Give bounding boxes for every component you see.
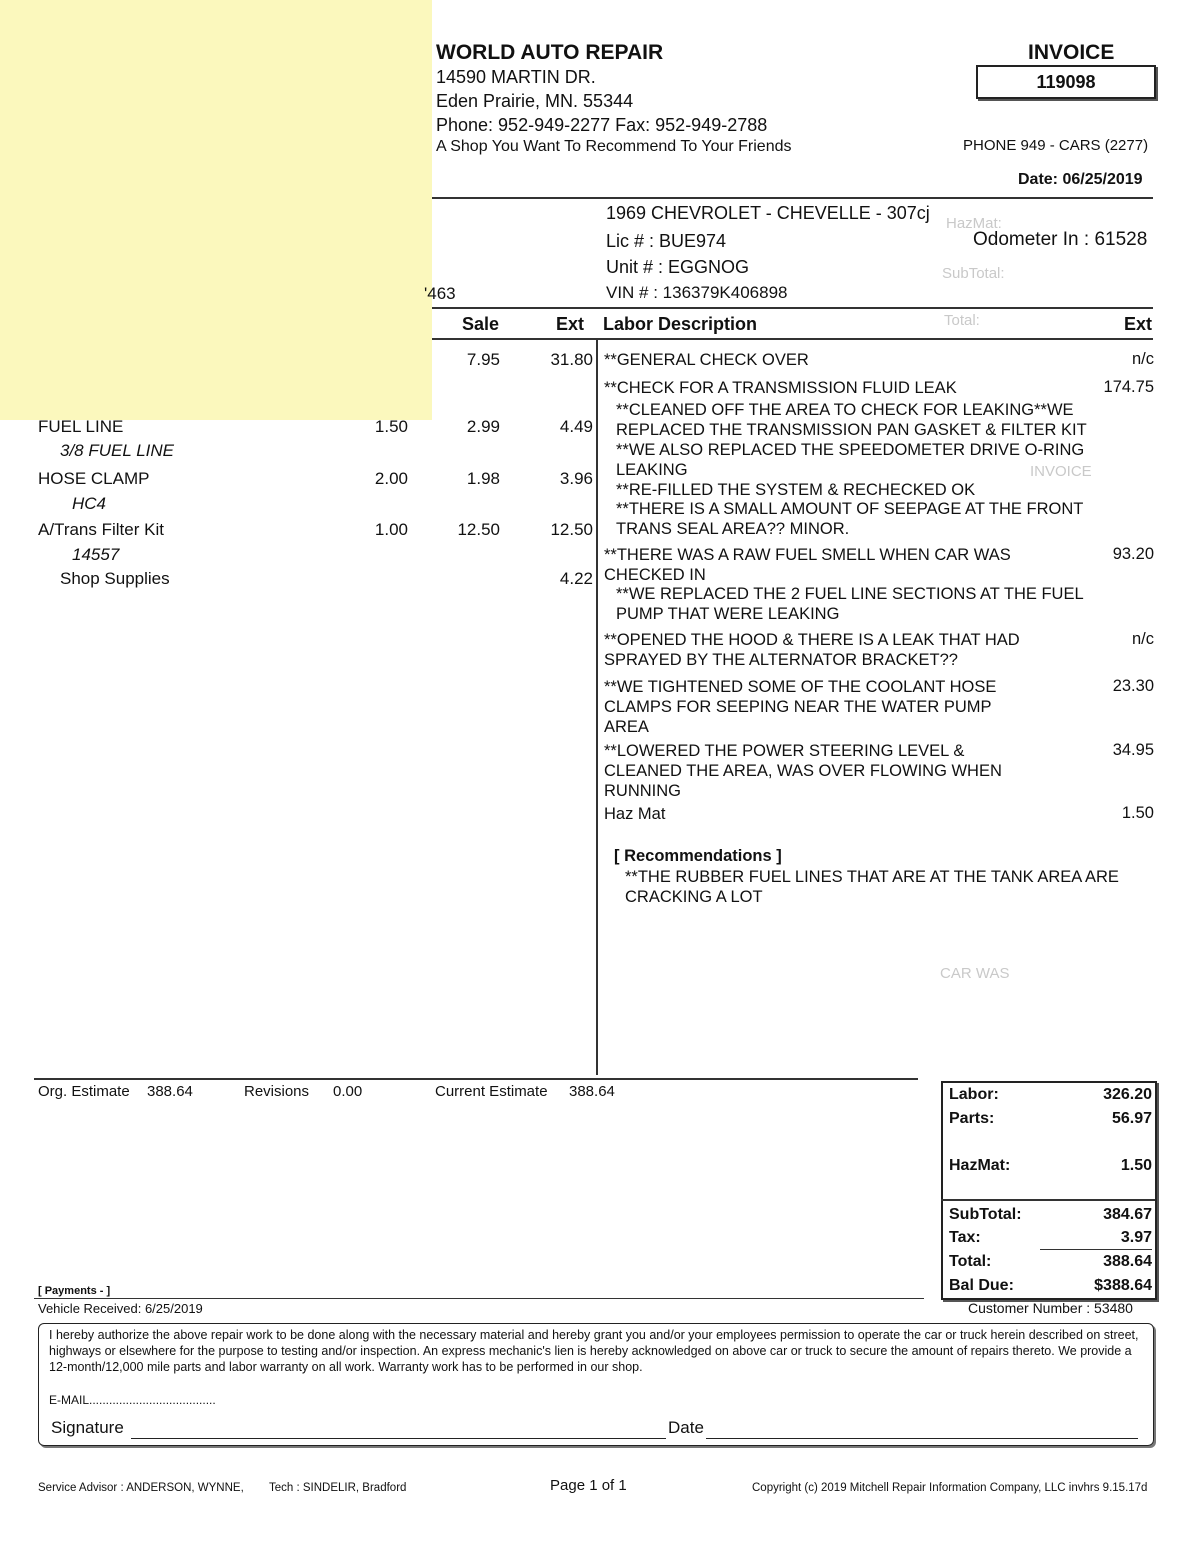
labor-line: **OPENED THE HOOD & THERE IS A LEAK THAT HAD SPRAYED BY THE ALTERNATOR BRACKET?? xyxy=(604,631,1020,669)
labor-line: **RE-FILLED THE SYSTEM & RECHECKED OK xyxy=(616,481,976,499)
ghost-text: SubTotal: xyxy=(942,265,1005,282)
labor-total-value: 326.20 xyxy=(1103,1086,1152,1103)
vehicle-received: Vehicle Received: 6/25/2019 xyxy=(38,1301,203,1316)
shop-city: Eden Prairie, MN. 55344 xyxy=(436,91,634,111)
labor-line: Haz Mat xyxy=(604,805,666,823)
org-estimate-value: 388.64 xyxy=(147,1083,193,1100)
column-divider xyxy=(596,340,598,1075)
part-name: FUEL LINE xyxy=(38,417,124,436)
part-sale: 12.50 xyxy=(457,520,500,539)
balance-due-label: Bal Due: xyxy=(949,1277,1014,1294)
part-number: HC4 xyxy=(72,494,107,513)
parts-total-label: Parts: xyxy=(949,1110,995,1127)
subtotal-value: 384.67 xyxy=(1103,1206,1152,1223)
balance-due-value: $388.64 xyxy=(1094,1277,1152,1294)
labor-amount: 93.20 xyxy=(1112,545,1154,563)
labor-amount: 34.95 xyxy=(1112,741,1154,759)
tax-label: Tax: xyxy=(949,1229,981,1246)
divider xyxy=(34,1078,918,1080)
invoice-phone: PHONE 949 - CARS (2277) xyxy=(963,137,1149,154)
labor-total-label: Labor: xyxy=(949,1086,999,1103)
revisions-value: 0.00 xyxy=(333,1083,363,1100)
labor-line: **WE ALSO REPLACED THE SPEEDOMETER DRIVE O-RING LEAKING xyxy=(616,441,1085,479)
vehicle-lic: Lic # : BUE974 xyxy=(606,231,727,251)
signature-date-label: Date xyxy=(668,1418,704,1437)
vehicle-description: 1969 CHEVROLET - CHEVELLE - 307cj xyxy=(606,203,930,223)
labor-line: **WE REPLACED THE 2 FUEL LINE SECTIONS AT THE FUEL PUMP THAT WERE LEAKING xyxy=(616,585,1084,623)
signature-line xyxy=(131,1438,666,1439)
recommendations-title: [ Recommendations ] xyxy=(614,847,782,865)
odometer: Odometer In : 61528 xyxy=(973,229,1148,250)
part-qty: 1.00 xyxy=(374,520,408,539)
col-labor-ext: Ext xyxy=(1124,314,1153,334)
labor-line: **CHECK FOR A TRANSMISSION FLUID LEAK xyxy=(604,379,957,397)
invoice-number: 119098 xyxy=(976,65,1156,99)
total-label: Total: xyxy=(949,1253,992,1270)
parts-total-value: 56.97 xyxy=(1111,1110,1152,1127)
page-number: Page 1 of 1 xyxy=(550,1477,627,1494)
col-labor-description: Labor Description xyxy=(603,314,758,334)
current-estimate-label: Current Estimate xyxy=(435,1083,548,1100)
part-sale: 1.98 xyxy=(466,469,500,488)
copyright: Copyright (c) 2019 Mitchell Repair Information Company, LLC invhrs 9.15.17d xyxy=(752,1482,1148,1494)
authorization-text: I hereby authorize the above repair work to be done along with the necessary material and hereby grant you and/or your employees permission to operate the car or truck herein described on street, highways or elsewhere for the purpose to testing and/or inspection. An express mechanic's lien is hereby acknowledged on above car or truck to secure the amount of repairs thereto. We provide a 12-month/12,000 mile parts and labor warranty on all work. Warranty work has to be performed in our shop. xyxy=(49,1328,1139,1374)
part-ext: 4.22 xyxy=(559,569,593,588)
shop-phone-fax: Phone: 952-949-2277 Fax: 952-949-2788 xyxy=(436,115,768,135)
shop-slogan: A Shop You Want To Recommend To Your Friends xyxy=(436,138,792,155)
technician: Tech : SINDELIR, Bradford xyxy=(269,1482,407,1494)
part-ext: 3.96 xyxy=(559,469,593,488)
divider xyxy=(432,197,1153,199)
labor-line: **THERE IS A SMALL AMOUNT OF SEEPAGE AT THE FRONT TRANS SEAL AREA?? MINOR. xyxy=(616,500,1084,538)
part-ext: 4.49 xyxy=(559,417,593,436)
part-name: HOSE CLAMP xyxy=(38,469,150,488)
part-sale: 2.99 xyxy=(466,417,500,436)
sticky-note xyxy=(0,0,432,420)
labor-amount: n/c xyxy=(1131,630,1154,648)
part-number: 3/8 FUEL LINE xyxy=(60,441,175,460)
service-advisor: Service Advisor : ANDERSON, WYNNE, xyxy=(38,1482,244,1494)
col-sale: Sale xyxy=(462,314,500,334)
total-value: 388.64 xyxy=(1103,1253,1152,1270)
payments: [ Payments - ] xyxy=(38,1285,111,1297)
shop-name: WORLD AUTO REPAIR xyxy=(436,41,664,64)
labor-amount: 174.75 xyxy=(1103,378,1154,396)
tax-value: 3.97 xyxy=(1120,1229,1152,1246)
invoice-date: Date: 06/25/2019 xyxy=(1018,171,1143,188)
part-number: 14557 xyxy=(72,545,120,564)
divider xyxy=(34,1298,924,1299)
customer-number: Customer Number : 53480 xyxy=(968,1300,1133,1316)
ghost-text: Total: xyxy=(944,312,980,329)
ghost-text: HazMat: xyxy=(946,215,1002,232)
part-qty: 1.50 xyxy=(374,417,408,436)
labor-amount: 1.50 xyxy=(1121,804,1154,822)
shop-address: 14590 MARTIN DR. xyxy=(436,67,596,87)
divider xyxy=(941,1199,1155,1201)
ghost-text: CAR WAS xyxy=(940,965,1010,982)
labor-line: **WE TIGHTENED SOME OF THE COOLANT HOSE CLAMPS FOR SEEPING NEAR THE WATER PUMP AREA xyxy=(604,678,997,736)
org-estimate-label: Org. Estimate xyxy=(38,1083,130,1100)
hazmat-label: HazMat: xyxy=(949,1157,1011,1174)
part-name: Shop Supplies xyxy=(60,569,170,588)
labor-line: **GENERAL CHECK OVER xyxy=(604,351,809,369)
labor-line: **THERE WAS A RAW FUEL SMELL WHEN CAR WAS CHECKED IN xyxy=(604,546,1011,584)
labor-amount: n/c xyxy=(1131,350,1154,368)
authorization-box xyxy=(38,1323,1154,1446)
labor-amount: 23.30 xyxy=(1112,677,1154,695)
customer-phone-partial: '463 xyxy=(424,284,456,303)
current-estimate-value: 388.64 xyxy=(569,1083,615,1100)
part-sale: 7.95 xyxy=(466,350,500,369)
revisions-label: Revisions xyxy=(244,1083,310,1100)
invoice-label: INVOICE xyxy=(1028,41,1115,64)
subtotal-label: SubTotal: xyxy=(949,1206,1022,1223)
hazmat-value: 1.50 xyxy=(1120,1157,1152,1174)
email-field: E-MAIL...................................... xyxy=(49,1393,216,1407)
part-ext: 31.80 xyxy=(550,350,593,369)
divider xyxy=(1040,1249,1152,1250)
divider xyxy=(432,307,1153,309)
vehicle-unit: Unit # : EGGNOG xyxy=(606,257,750,277)
date-line xyxy=(706,1438,1138,1439)
vehicle-vin: VIN # : 136379K406898 xyxy=(606,283,788,302)
signature-label: Signature xyxy=(51,1418,124,1437)
part-ext: 12.50 xyxy=(550,520,593,539)
labor-line: **CLEANED OFF THE AREA TO CHECK FOR LEAKING**WE REPLACED THE TRANSMISSION PAN GASKET & FILTER KIT xyxy=(616,401,1087,439)
divider xyxy=(432,338,1153,340)
col-ext: Ext xyxy=(556,314,585,334)
recommendations-text: **THE RUBBER FUEL LINES THAT ARE AT THE TANK AREA ARE CRACKING A LOT xyxy=(625,868,1119,906)
ghost-text: INVOICE xyxy=(1030,463,1092,480)
part-qty: 2.00 xyxy=(374,469,408,488)
part-name: A/Trans Filter Kit xyxy=(38,520,164,539)
labor-line: **LOWERED THE POWER STEERING LEVEL & CLEANED THE AREA, WAS OVER FLOWING WHEN RUNNING xyxy=(604,742,1002,800)
